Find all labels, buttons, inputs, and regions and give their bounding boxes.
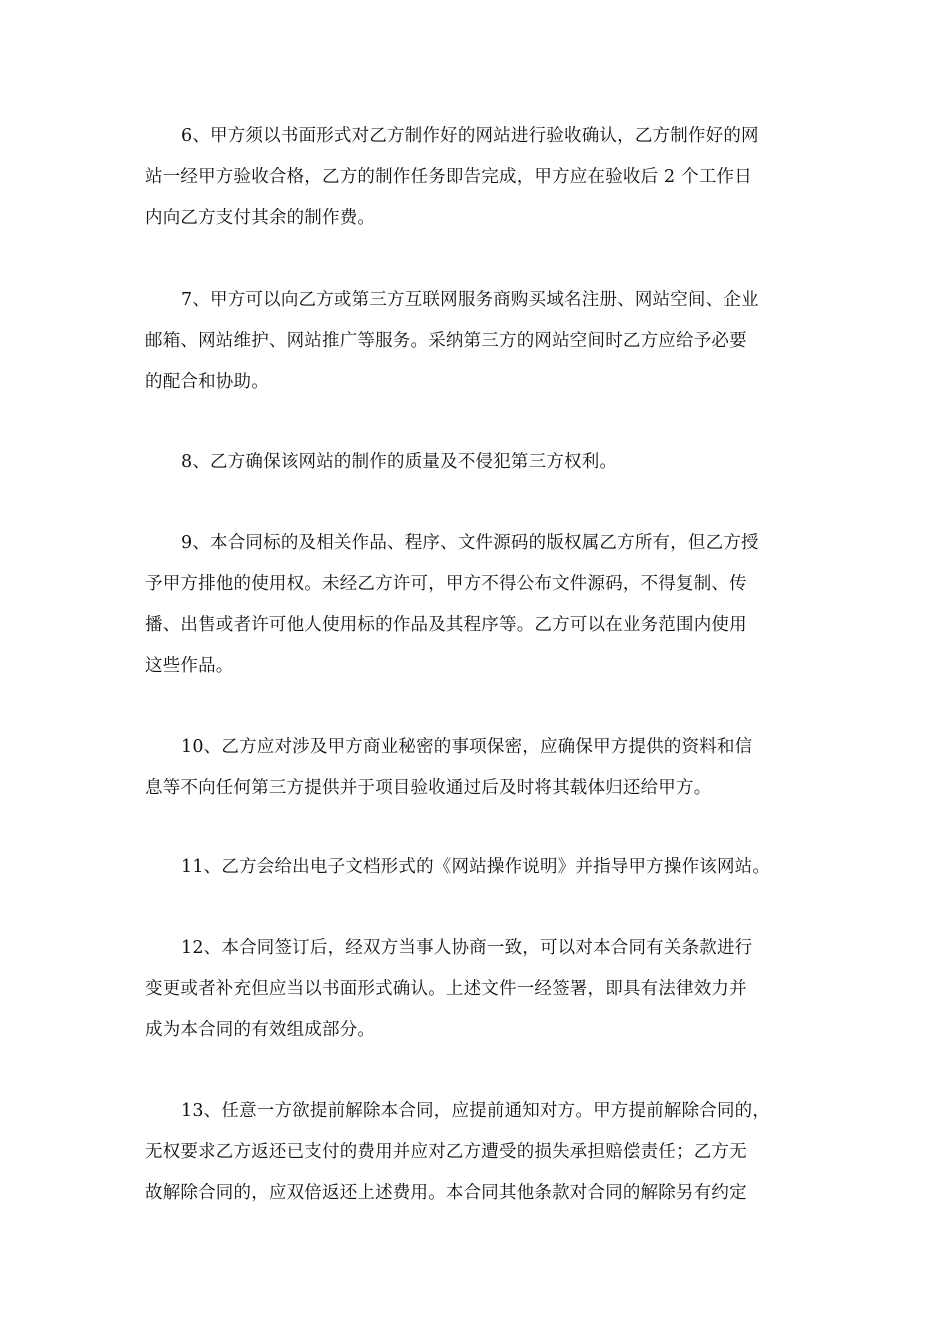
clause-9-line-2: 予甲方排他的使用权。未经乙方许可，甲方不得公布文件源码，不得复制、传 <box>145 574 747 594</box>
clause-6-line-1: 6、甲方须以书面形式对乙方制作好的网站进行验收确认，乙方制作好的网 <box>181 126 759 146</box>
clause-9-line-1: 9、本合同标的及相关作品、程序、文件源码的版权属乙方所有，但乙方授 <box>181 533 759 553</box>
clause-7-line-3: 的配合和协助。 <box>145 372 269 392</box>
clause-10-line-2: 息等不向任何第三方提供并于项目验收通过后及时将其载体归还给甲方。 <box>145 778 712 798</box>
clause-12-line-1: 12、本合同签订后，经双方当事人协商一致，可以对本合同有关条款进行 <box>181 938 753 958</box>
clause-6-line-2: 站一经甲方验收合格，乙方的制作任务即告完成，甲方应在验收后 2 个工作日 <box>145 167 752 187</box>
clause-7-line-2: 邮箱、网站维护、网站推广等服务。采纳第三方的网站空间时乙方应给予必要 <box>145 331 747 351</box>
clause-11-paragraph <box>145 847 813 888</box>
clause-13-line-3: 故解除合同的，应双倍返还上述费用。本合同其他条款对合同的解除另有约定 <box>145 1183 747 1203</box>
clause-9-line-4: 这些作品。 <box>145 656 234 676</box>
clause-9-paragraph <box>145 523 813 687</box>
clause-6-paragraph <box>145 116 813 239</box>
clause-8-line-1: 8、乙方确保该网站的制作的质量及不侵犯第三方权利。 <box>181 452 618 472</box>
clause-12-paragraph <box>145 928 813 1051</box>
clause-9-line-3: 播、出售或者许可他人使用标的作品及其程序等。乙方可以在业务范围内使用 <box>145 615 747 635</box>
clause-13-line-1: 13、任意一方欲提前解除本合同，应提前通知对方。甲方提前解除合同的， <box>181 1101 771 1121</box>
clause-7-line-1: 7、甲方可以向乙方或第三方互联网服务商购买域名注册、网站空间、企业 <box>181 290 759 310</box>
clause-12-line-3: 成为本合同的有效组成部分。 <box>145 1020 376 1040</box>
clause-13-paragraph <box>145 1091 813 1214</box>
clause-10-line-1: 10、乙方应对涉及甲方商业秘密的事项保密，应确保甲方提供的资料和信 <box>181 737 753 757</box>
clause-11-line-1: 11、乙方会给出电子文档形式的《网站操作说明》并指导甲方操作该网站。 <box>181 857 771 877</box>
clause-13-line-2: 无权要求乙方返还已支付的费用并应对乙方遭受的损失承担赔偿责任；乙方无 <box>145 1142 747 1162</box>
clause-6-line-3: 内向乙方支付其余的制作费。 <box>145 208 376 228</box>
clause-8-paragraph <box>145 442 813 483</box>
clause-12-line-2: 变更或者补充但应当以书面形式确认。上述文件一经签署，即具有法律效力并 <box>145 979 747 999</box>
clause-7-paragraph <box>145 280 813 403</box>
clause-10-paragraph <box>145 727 813 809</box>
